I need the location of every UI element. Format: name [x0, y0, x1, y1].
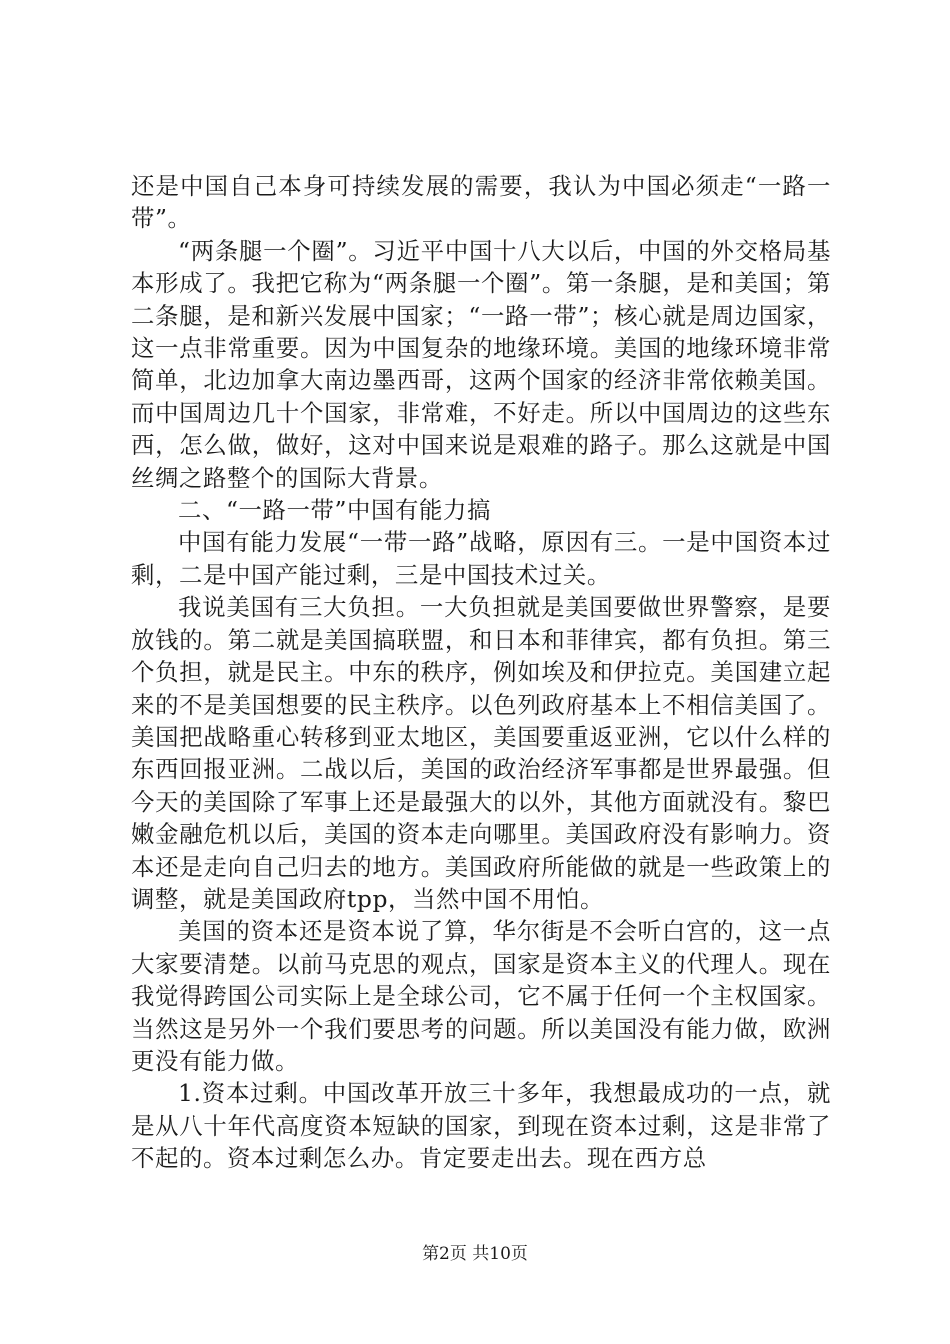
section-heading: 二、“一路一带”中国有能力搞	[178, 496, 492, 525]
paragraph: 我说美国有三大负担。一大负担就是美国要做世界警察，是要放钱的。第二就是美国搞联盟，和日本和菲律宾，都有负担。第三个负担，就是民主。中东的秩序，例如埃及和伊拉克。美国建立起来的不是美国想要的民主秩序。以色列政府基本上不相信美国了。美国把战略重心转移到亚太地区，美国要重返亚洲，它以什么样的东西回报亚洲。二战以后，美国的政治经济军事都是世界最强。但今天的美国除了军事上还是最强大的以外，其他方面就没有。黎巴嫩金融危机以后，美国的资本走向哪里。美国政府没有影响力。资本还是走向自己归去的地方。美国政府所能做的就是一些政策上的调整，就是美国政府tpp，当然中国不用怕。	[131, 593, 831, 913]
paragraph: 还是中国自己本身可持续发展的需要，我认为中国必须走“一路一带”。	[131, 172, 831, 233]
paragraph: “两条腿一个圈”。习近平中国十八大以后，中国的外交格局基本形成了。我把它称为“两条腿一个圈”。第一条腿，是和美国；第二条腿，是和新兴发展中国家；“一路一带”；核心就是周边国家，这一点非常重要。因为中国复杂的地缘环境。美国的地缘环境非常简单，北边加拿大南边墨西哥，这两个国家的经济非常依赖美国。而中国周边几十个国家，非常难，不好走。所以中国周边的这些东西，怎么做，做好，这对中国来说是艰难的路子。那么这就是中国丝绸之路整个的国际大背景。	[131, 236, 831, 492]
body-text	[131, 170, 831, 1175]
page-number: 第2页 共10页	[422, 1244, 528, 1264]
paragraph: 美国的资本还是资本说了算，华尔街是不会听白宫的，这一点大家要清楚。以前马克思的观点，国家是资本主义的代理人。现在我觉得跨国公司实际上是全球公司，它不属于任何一个主权国家。当然这是另外一个我们要思考的问题。所以美国没有能力做，欧洲更没有能力做。	[131, 917, 831, 1075]
page-footer	[0, 1243, 950, 1265]
paragraph: 中国有能力发展“一带一路”战略，原因有三。一是中国资本过剩，二是中国产能过剩，三是中国技术过关。	[131, 528, 831, 589]
paragraph: 1.资本过剩。中国改革开放三十多年，我想最成功的一点，就是从八十年代高度资本短缺的国家，到现在资本过剩，这是非常了不起的。资本过剩怎么办。肯定要走出去。现在西方总	[131, 1079, 831, 1173]
